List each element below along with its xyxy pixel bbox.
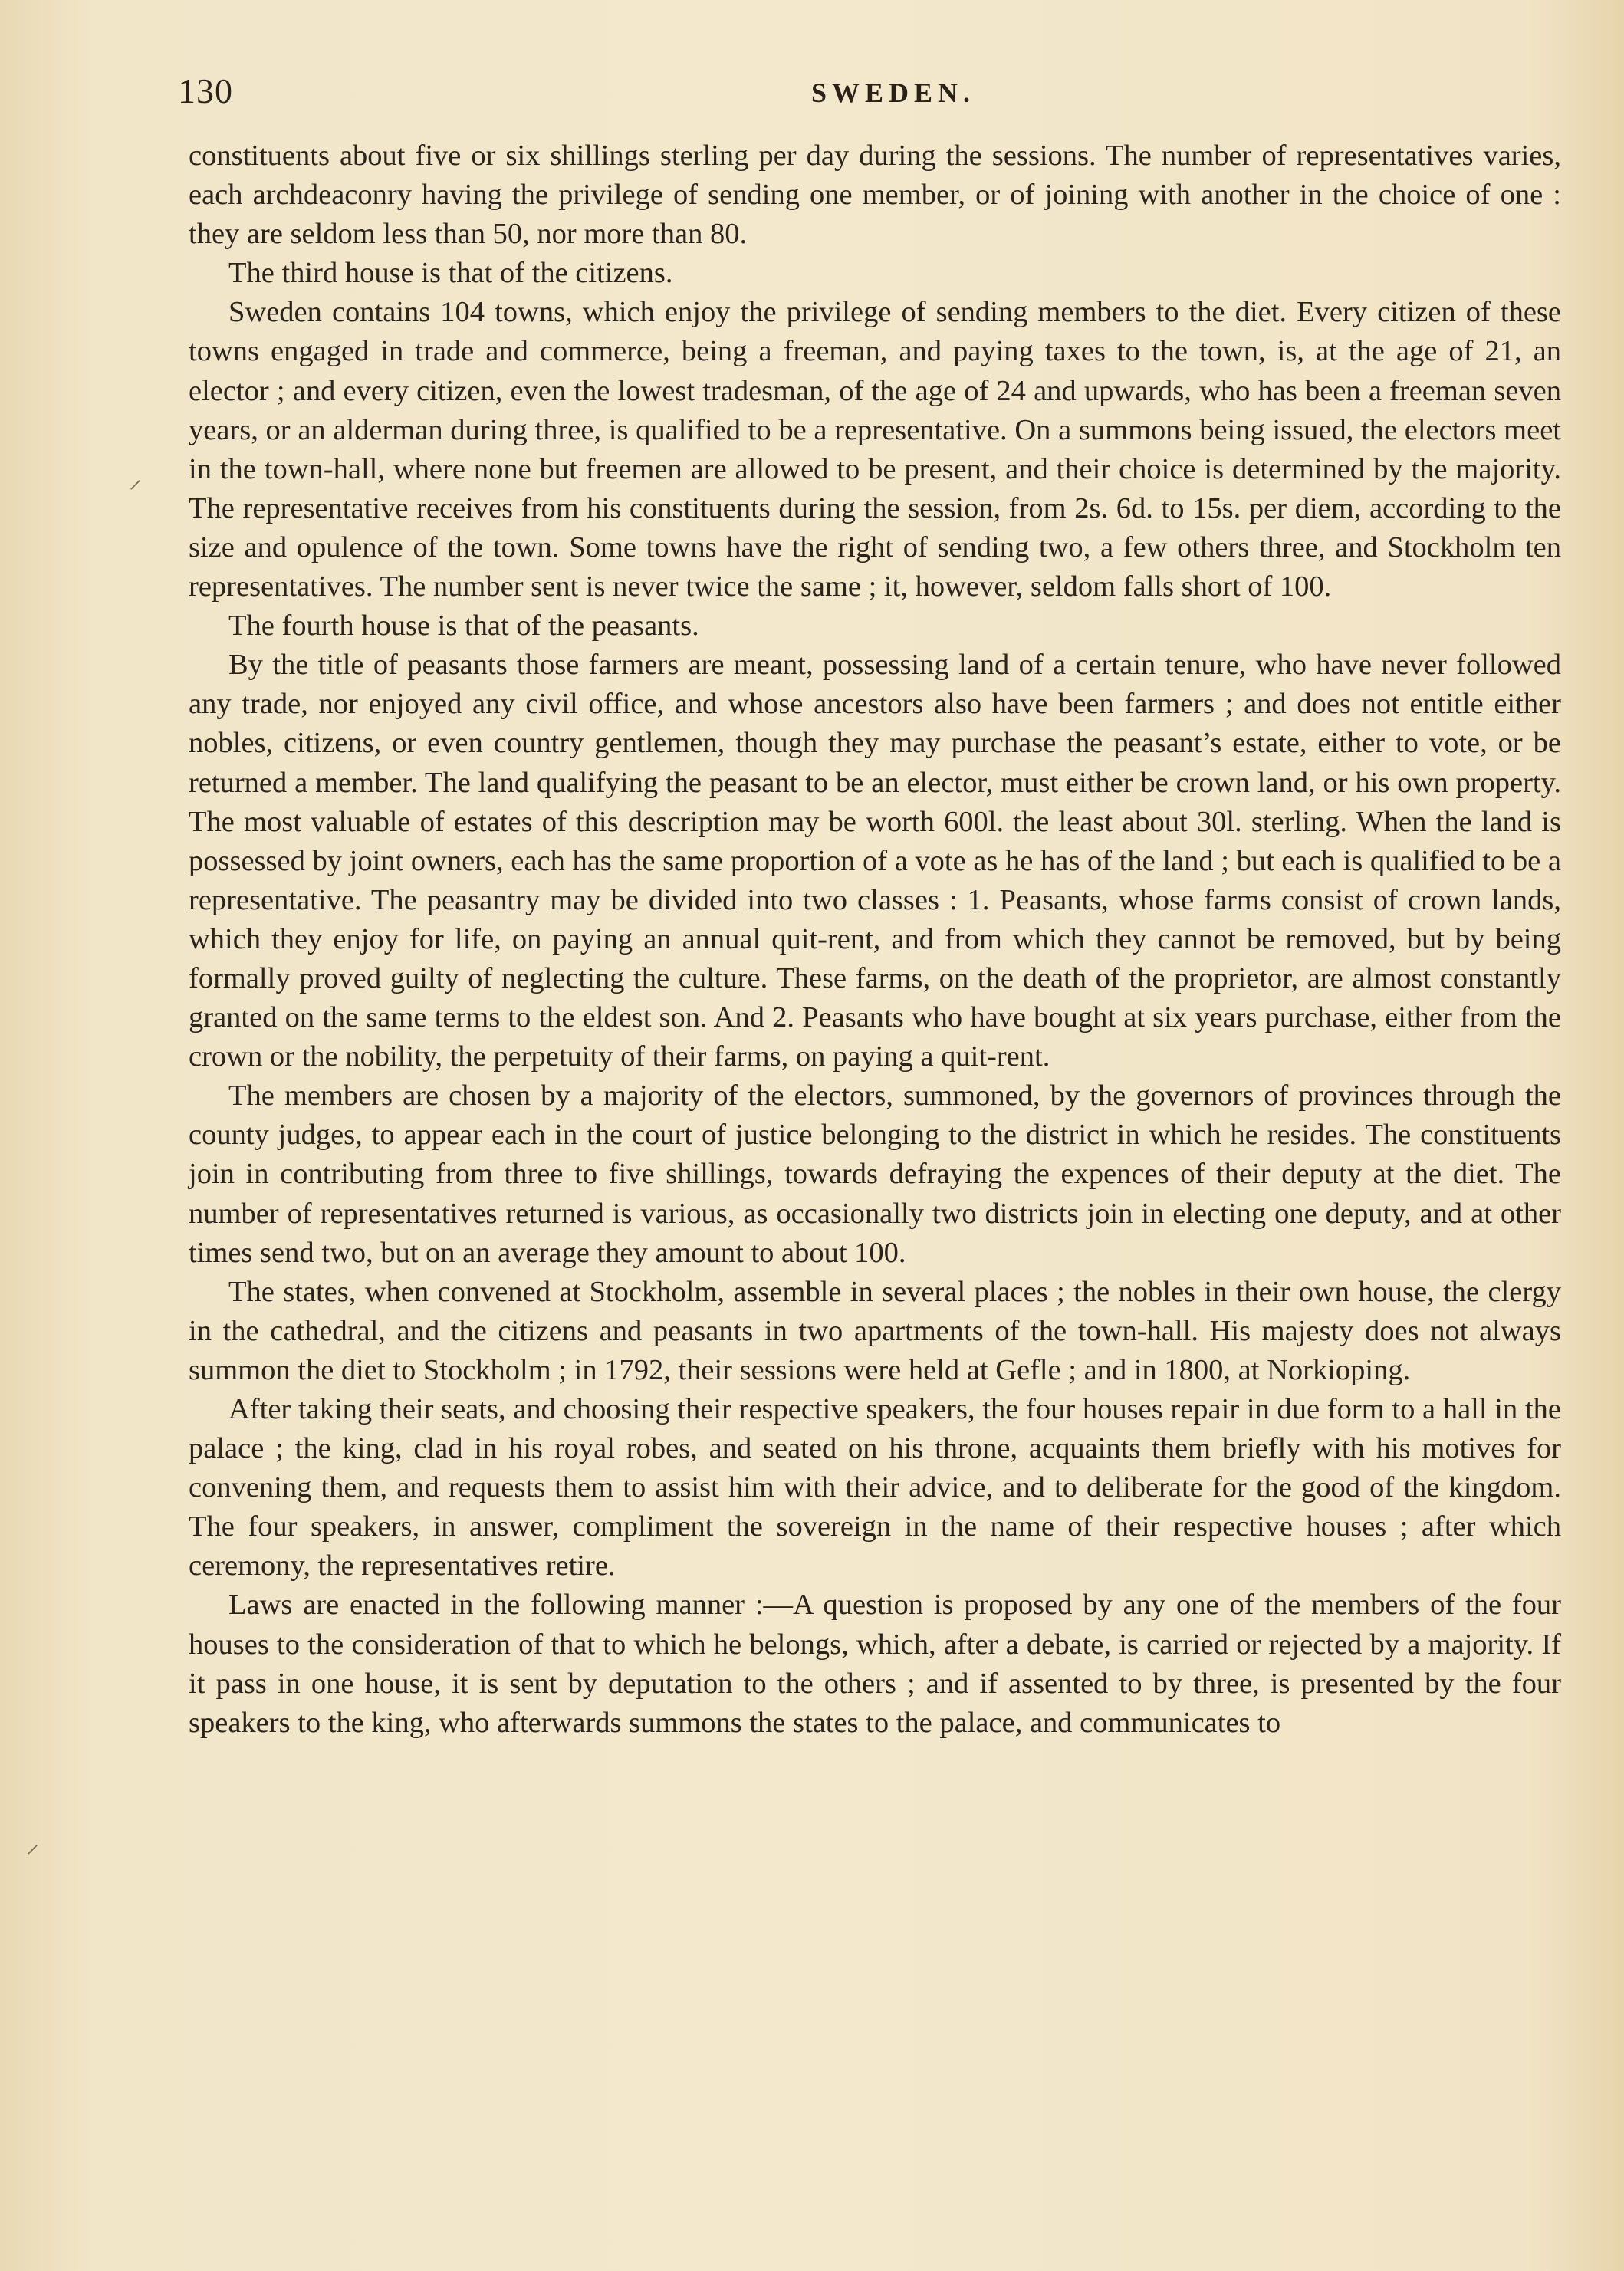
page-number: 130 xyxy=(178,71,233,110)
paragraph-members: The members are chosen by a majority of the electors, summoned, by the governors of provinces through the county judges, to appear each in the court of justice belonging to the district in which he resides. The constituents join in contributing from three to five shillings, towards defraying the expences of their deputy at the diet. The number of representatives returned is various, as occasionally two districts join in electing one deputy, and at other times send two, but on an average they amount to about 100. xyxy=(189,1080,1561,1269)
paragraph-laws: Laws are enacted in the following manner :—A question is proposed by any one of the members of the four houses to the consideration of that to which he belongs, which, after a debate, is carried or rejected by a majority. If it pass in one house, it is sent by deputation to the others ; and if assented to by three, is presented by the four speakers to the king, who afterwards summons the states to the palace, and communicates to xyxy=(189,1589,1561,1739)
body-text xyxy=(189,136,1561,1743)
page-header xyxy=(178,71,1558,124)
paragraph-peasants: By the title of peasants those farmers are meant, possessing land of a certain tenure, who have never followed any trade, nor enjoyed any civil office, and whose ancestors also have been farmers ; and does not entitle either nobles, citizens, or even country gentlemen, though they may purchase the peasant’s estate, either to vote, or be returned a member. The land qualifying the peasant to be an elector, must either be crown land, or his own property. The most valuable of estates of this description may be worth 600l. the least about 30l. sterling. When the land is possessed by joint owners, each has the same proportion of a vote as he has of the land ; but each is qualified to be a representative. The peasantry may be divided into two classes : 1. Peasants, whose farms consist of crown lands, which they enjoy for life, on paying an annual quit-rent, and from which they cannot be removed, but by being formally proved guilty of neglecting the culture. These farms, on the death of the proprietor, are almost constantly granted on the same terms to the eldest son. And 2. Peasants who have bought at six years purchase, either from the crown or the nobility, the perpetuity of their farms, on paying a quit-rent. xyxy=(189,649,1561,1073)
running-title: SWEDEN. xyxy=(811,77,976,108)
paragraph-fourth-house: The fourth house is that of the peasants. xyxy=(228,610,699,643)
paragraph-seats: After taking their seats, and choosing their respective speakers, the four houses repair in due form to a hall in the palace ; the king, clad in his royal robes, and seated on his throne, acquaints them briefly with his motives for convening them, and requests them to assist him with their advice, and to deliberate for the good of the kingdom. The four speakers, in answer, compliment the sovereign in the name of their respective houses ; after which ceremony, the representatives retire. xyxy=(189,1393,1561,1582)
paragraph-towns: Sweden contains 104 towns, which enjoy the privilege of sending members to the diet. Every citizen of these towns engaged in trade and commerce, being a freeman, and paying taxes to the town, is, at the age of 21, an elector ; and every citizen, even the lowest tradesman, of the age of 24 and upwards, who has been a freeman seven years, or an alderman during three, is qualified to be a representative. On a summons being issued, the electors meet in the town-hall, where none but freemen are allowed to be present, and their choice is determined by the majority. The representative receives from his constituents during the session, from 2s. 6d. to 15s. per diem, according to the size and opulence of the town. Some towns have the right of sending two, a few others three, and Stockholm ten representatives. The number sent is never twice the same ; it, however, seldom falls short of 100. xyxy=(189,296,1561,603)
paragraph-constituents: constituents about five or six shillings sterling per day during the sessions. The number of representatives varies, each archdeaconry having the privilege of sending one member, or of joining with another in the choice of one : they are seldom less than 50, nor more than 80. xyxy=(189,140,1561,251)
margin-mark-upper: ⸝ xyxy=(129,465,142,494)
paragraph-third-house: The third house is that of the citizens. xyxy=(228,257,673,290)
paragraph-states: The states, when convened at Stockholm, assemble in several places ; the nobles in their own house, the clergy in the cathedral, and the citizens and peasants in two apartments of the town-hall. His majesty does not always summon the diet to Stockholm ; in 1792, their sessions were held at Gefle ; and in 1800, at Norkioping. xyxy=(189,1275,1561,1386)
margin-mark-lower: ⸝ xyxy=(26,1830,39,1859)
